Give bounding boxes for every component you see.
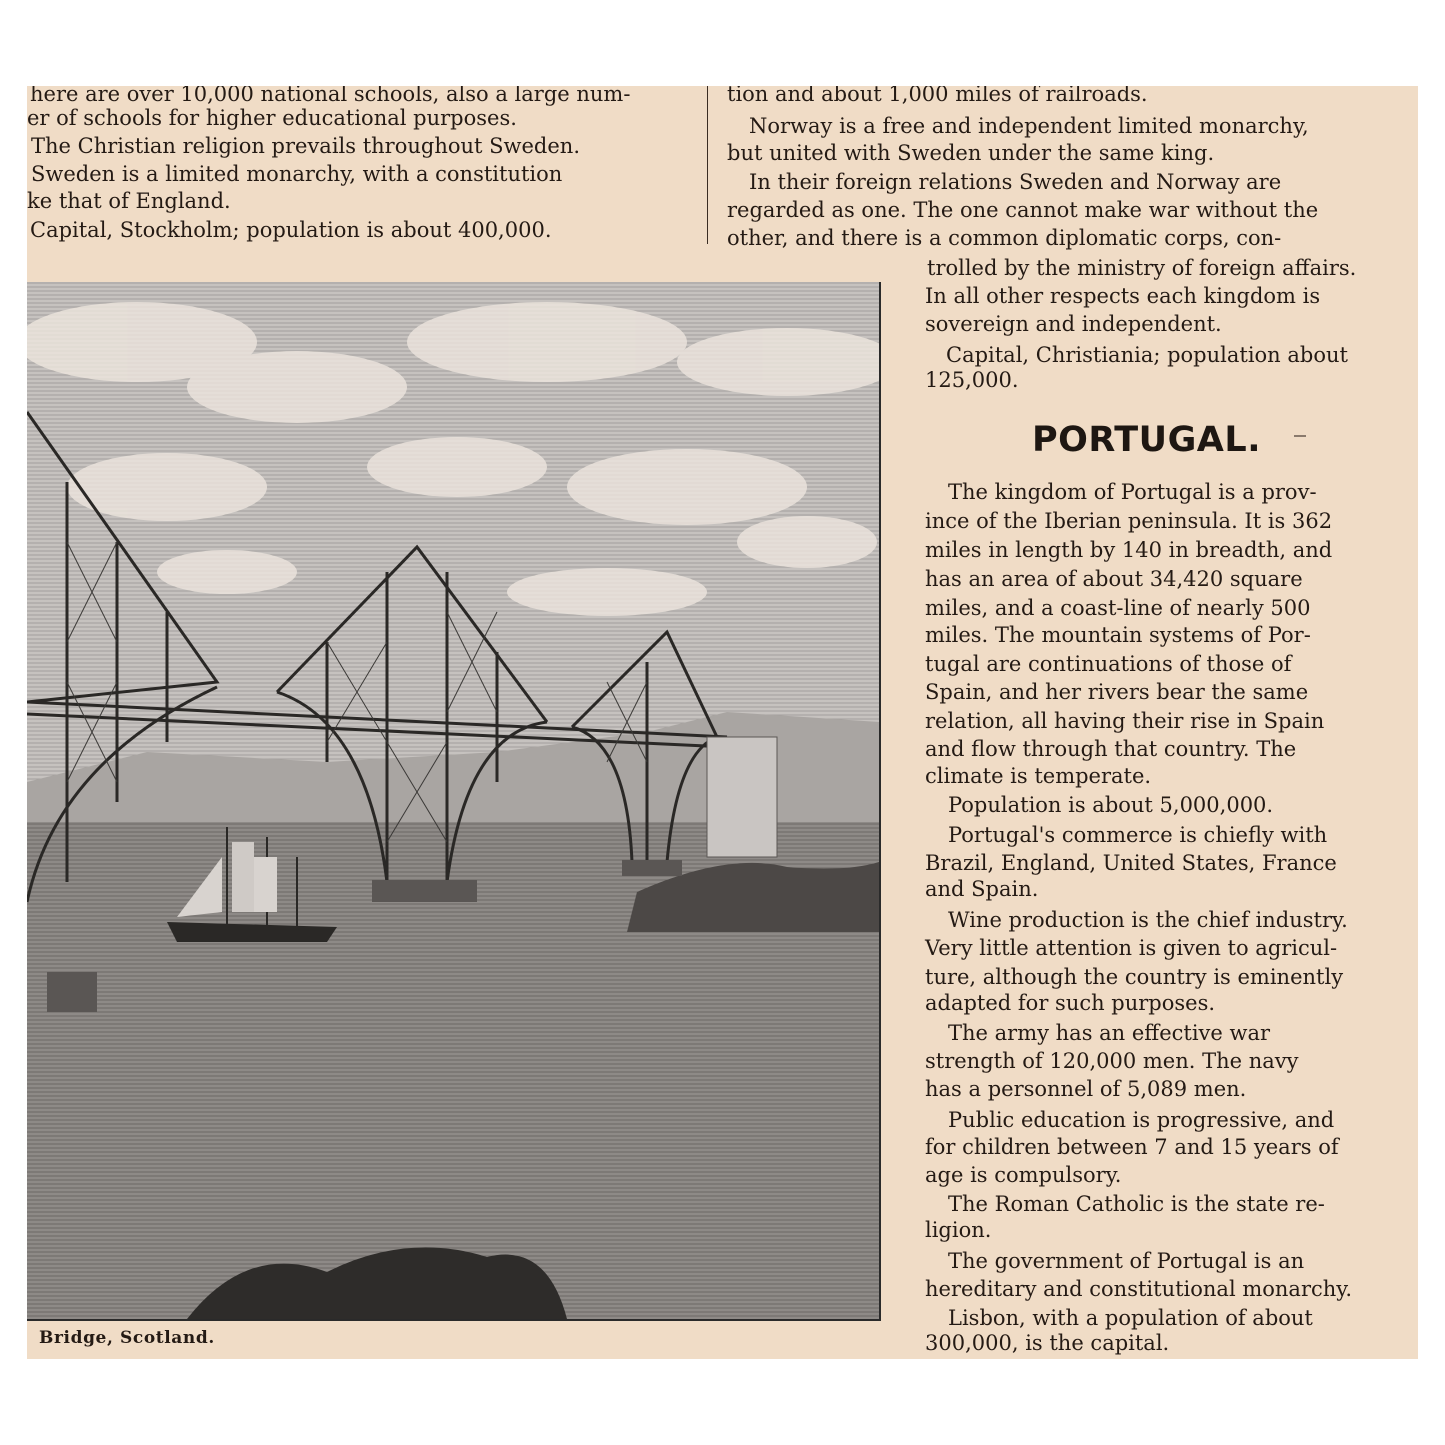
text-line: The Christian religion prevails throughout Sweden. bbox=[31, 134, 580, 158]
text-line: Capital, Christiania; population about bbox=[946, 343, 1348, 367]
text-line: Brazil, England, United States, France bbox=[925, 851, 1337, 875]
text-line: Very little attention is given to agricul- bbox=[925, 936, 1338, 960]
text-line: other, and there is a common diplomatic corps, con- bbox=[727, 226, 1282, 250]
text-line: Norway is a free and independent limited monarchy, bbox=[749, 114, 1309, 138]
illustration-caption: Bridge, Scotland. bbox=[39, 1328, 215, 1348]
text-line: The Roman Catholic is the state re- bbox=[948, 1192, 1325, 1216]
text-line: trolled by the ministry of foreign affairs. bbox=[927, 256, 1357, 280]
text-line: but united with Sweden under the same king. bbox=[727, 141, 1215, 165]
section-heading: PORTUGAL. bbox=[1032, 420, 1261, 460]
text-line: miles, and a coast-line of nearly 500 bbox=[925, 596, 1311, 620]
text-line: Public education is progressive, and bbox=[948, 1108, 1335, 1132]
newspaper-page bbox=[27, 86, 1418, 1359]
text-line: age is compulsory. bbox=[925, 1163, 1122, 1187]
text-line: ligion. bbox=[925, 1218, 992, 1242]
text-line: ince of the Iberian peninsula. It is 362 bbox=[925, 509, 1333, 533]
text-line: adapted for such purposes. bbox=[925, 991, 1216, 1015]
text-line: Portugal's commerce is chiefly with bbox=[948, 823, 1328, 847]
text-line: Capital, Stockholm; population is about 400,000. bbox=[30, 218, 552, 242]
text-line: 125,000. bbox=[925, 368, 1019, 392]
text-line: Spain, and her rivers bear the same bbox=[925, 680, 1309, 704]
text-line: Sweden is a limited monarchy, with a constitution bbox=[31, 162, 563, 186]
text-line: climate is temperate. bbox=[925, 764, 1152, 788]
bridge-engraving bbox=[27, 282, 881, 1321]
text-line: The government of Portugal is an bbox=[948, 1249, 1305, 1273]
text-line: tion and about 1,000 miles of railroads. bbox=[727, 86, 1148, 106]
bridge-illustration bbox=[27, 282, 879, 1319]
heading-dash bbox=[1294, 435, 1306, 437]
text-line: Population is about 5,000,000. bbox=[948, 793, 1274, 817]
text-line: has a personnel of 5,089 men. bbox=[925, 1077, 1247, 1101]
text-line: ke that of England. bbox=[27, 189, 231, 213]
text-line: for children between 7 and 15 years of bbox=[925, 1135, 1339, 1159]
text-line: and flow through that country. The bbox=[925, 737, 1297, 761]
text-line: Lisbon, with a population of about bbox=[948, 1306, 1313, 1330]
text-line: The kingdom of Portugal is a prov- bbox=[948, 480, 1317, 504]
text-line: miles. The mountain systems of Por- bbox=[925, 623, 1311, 647]
text-line: sovereign and independent. bbox=[925, 312, 1222, 336]
text-line: 300,000, is the capital. bbox=[925, 1331, 1170, 1355]
text-line: and Spain. bbox=[925, 877, 1039, 901]
text-line: tugal are continuations of those of bbox=[925, 652, 1292, 676]
text-line: has an area of about 34,420 square bbox=[925, 567, 1303, 591]
text-line: strength of 120,000 men. The navy bbox=[925, 1049, 1299, 1073]
text-line: miles in length by 140 in breadth, and bbox=[925, 538, 1333, 562]
text-line: er of schools for higher educational purposes. bbox=[27, 106, 517, 130]
text-line: The army has an effective war bbox=[948, 1021, 1271, 1045]
text-line: Wine production is the chief industry. bbox=[948, 908, 1348, 932]
text-line: here are over 10,000 national schools, also a large num- bbox=[30, 86, 631, 106]
column-divider bbox=[707, 86, 708, 244]
text-line: ture, although the country is eminently bbox=[925, 965, 1344, 989]
text-line: hereditary and constitutional monarchy. bbox=[925, 1277, 1353, 1301]
text-line: relation, all having their rise in Spain bbox=[925, 709, 1325, 733]
text-line: In all other respects each kingdom is bbox=[925, 284, 1321, 308]
text-line: In their foreign relations Sweden and Norway are bbox=[749, 170, 1282, 194]
text-line: regarded as one. The one cannot make war without the bbox=[727, 198, 1319, 222]
